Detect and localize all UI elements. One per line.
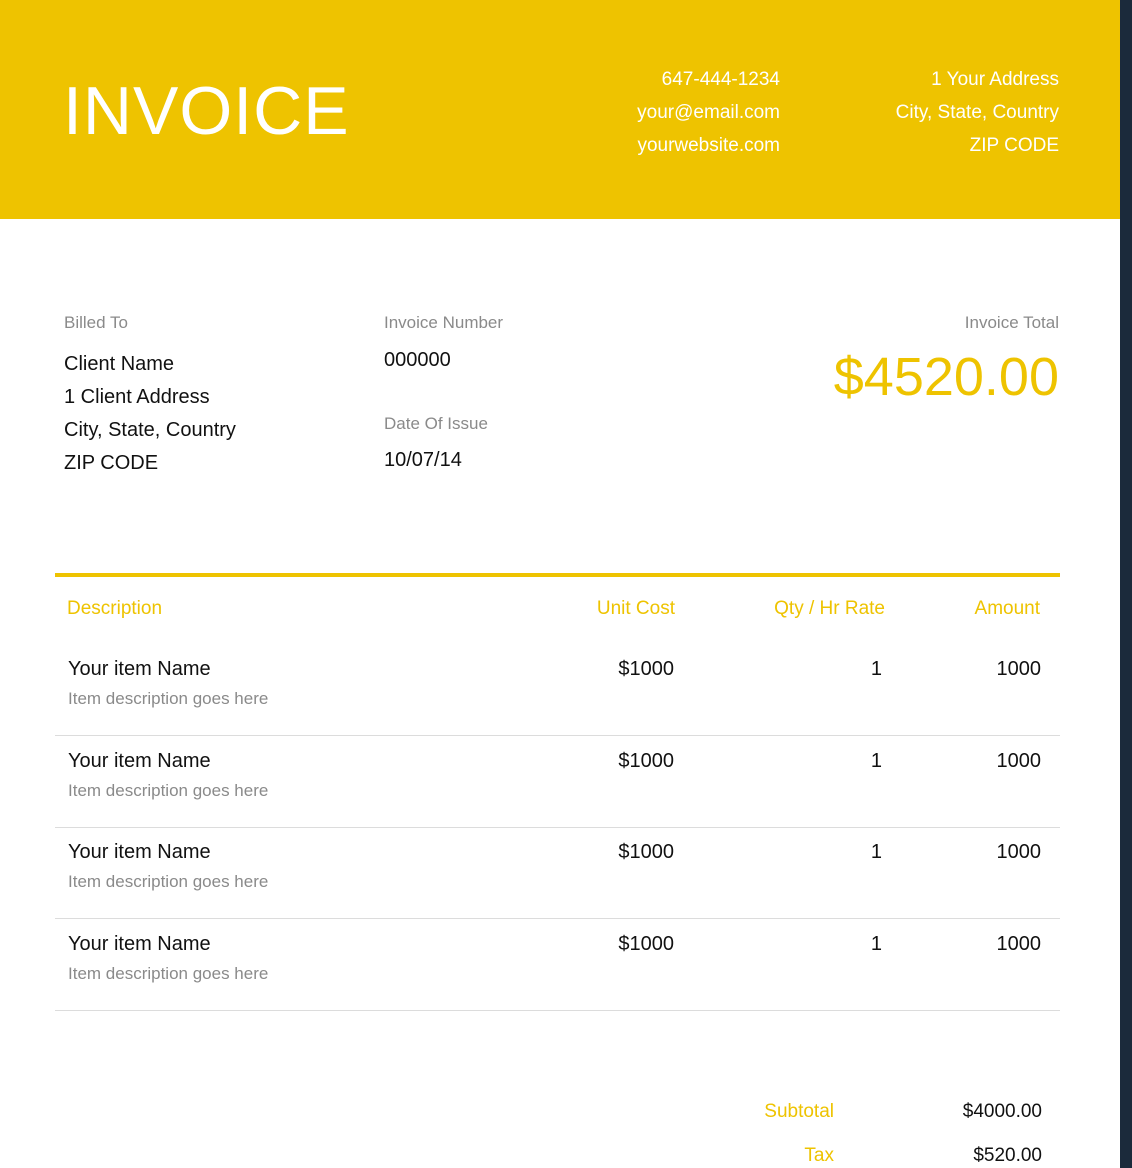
column-header-description: Description	[67, 598, 163, 619]
phone-number: 647-444-1234	[661, 69, 780, 90]
subtotal-label: Subtotal	[764, 1101, 834, 1122]
date-of-issue-value: 10/07/14	[384, 449, 462, 471]
item-qty: 1	[870, 933, 882, 955]
address-line-2: City, State, Country	[895, 102, 1059, 123]
column-header-unit-cost: Unit Cost	[596, 598, 675, 619]
item-unit-cost: $1000	[618, 841, 674, 863]
item-amount: 1000	[996, 933, 1041, 955]
item-description: Item description goes here	[68, 964, 269, 983]
item-amount: 1000	[996, 658, 1041, 680]
item-description: Item description goes here	[68, 689, 269, 708]
item-name: Your item Name	[68, 658, 211, 680]
website: yourwebsite.com	[637, 135, 780, 156]
invoice-header	[0, 0, 1120, 219]
invoice-total-value: $4520.00	[833, 347, 1059, 407]
item-qty: 1	[870, 658, 882, 680]
column-header-amount: Amount	[974, 598, 1040, 619]
invoice-number-value: 000000	[384, 349, 451, 371]
billed-to-label: Billed To	[64, 313, 128, 332]
table-row	[55, 919, 1060, 1011]
invoice-number-label: Invoice Number	[384, 313, 504, 332]
item-unit-cost: $1000	[618, 750, 674, 772]
tax-label: Tax	[804, 1145, 834, 1166]
sender-address	[896, 63, 1059, 162]
item-amount: 1000	[996, 841, 1041, 863]
item-qty: 1	[870, 750, 882, 772]
client-name: Client Name	[64, 353, 175, 375]
item-name: Your item Name	[68, 841, 211, 863]
table-row	[55, 827, 1060, 919]
item-unit-cost: $1000	[618, 658, 674, 680]
tax-value: $520.00	[973, 1145, 1042, 1166]
item-name: Your item Name	[68, 750, 211, 772]
billed-to-block	[64, 348, 236, 480]
item-amount: 1000	[996, 750, 1041, 772]
item-qty: 1	[870, 841, 882, 863]
client-city: City, State, Country	[64, 419, 236, 441]
table-top-rule	[55, 573, 1060, 577]
subtotal-value: $4000.00	[962, 1101, 1042, 1122]
date-of-issue-label: Date Of Issue	[384, 414, 488, 433]
item-description: Item description goes here	[68, 872, 269, 891]
address-line-1: 1 Your Address	[931, 69, 1059, 90]
address-line-3: ZIP CODE	[969, 135, 1059, 156]
column-header-qty: Qty / Hr Rate	[774, 598, 885, 619]
item-description: Item description goes here	[68, 781, 269, 800]
table-row	[55, 644, 1060, 736]
client-zip: ZIP CODE	[64, 452, 159, 474]
window-edge-bar	[1120, 0, 1132, 1168]
item-name: Your item Name	[68, 933, 211, 955]
contact-info	[637, 63, 780, 162]
email-address: your@email.com	[637, 102, 780, 123]
invoice-title: INVOICE	[63, 73, 350, 149]
item-unit-cost: $1000	[618, 933, 674, 955]
client-address: 1 Client Address	[64, 386, 210, 408]
table-row	[55, 736, 1060, 828]
invoice-total-label: Invoice Total	[964, 313, 1059, 332]
